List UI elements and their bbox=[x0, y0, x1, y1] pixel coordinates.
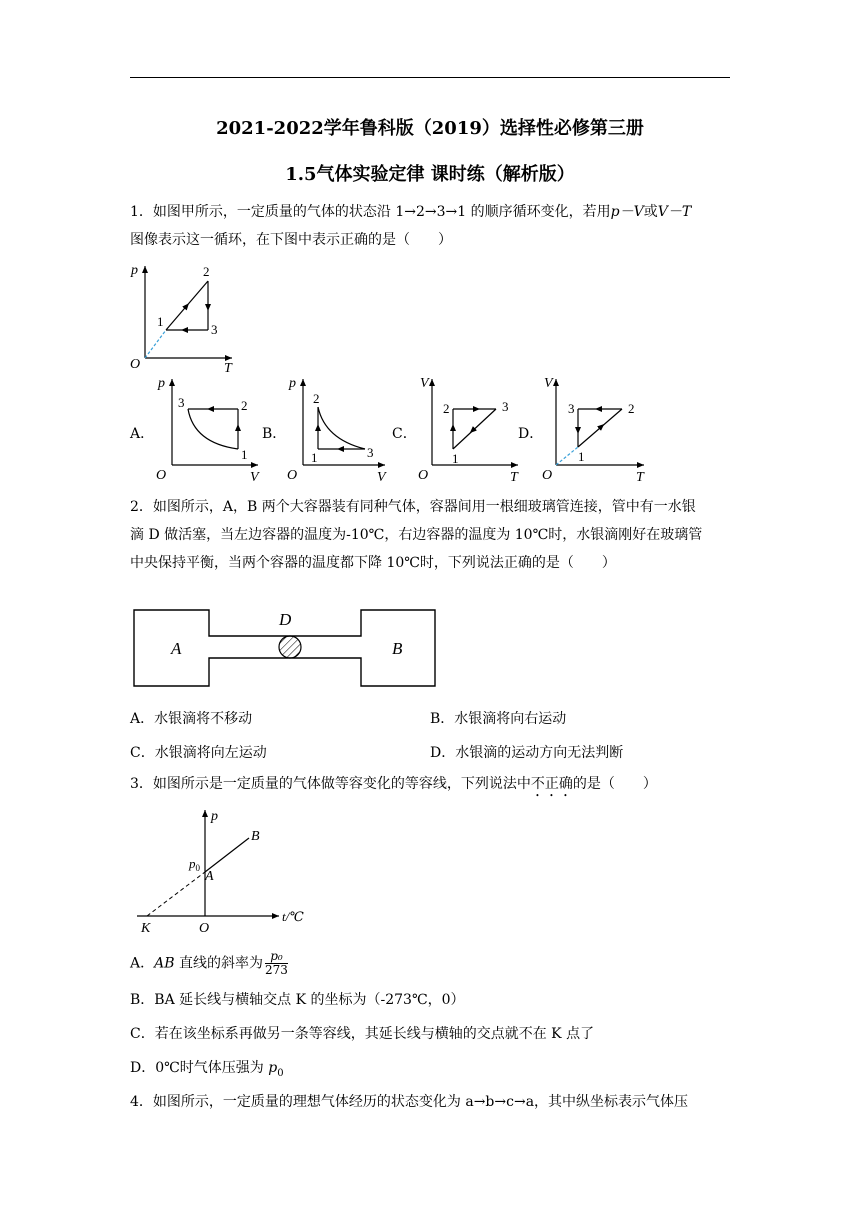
svg-text:A: A bbox=[205, 869, 214, 884]
q1-option-b-graph bbox=[285, 373, 390, 483]
svg-text:O: O bbox=[130, 357, 141, 372]
svg-text:2: 2 bbox=[203, 264, 210, 279]
q1-option-a-label[interactable]: A． bbox=[130, 426, 155, 442]
svg-text:2: 2 bbox=[443, 401, 450, 416]
q1-option-a-graph bbox=[154, 373, 264, 483]
svg-text:p0: $p_0$ bbox=[189, 856, 200, 873]
svg-text:O: O bbox=[418, 468, 429, 483]
q1-main-figure bbox=[128, 262, 238, 374]
svg-text:3: 3 bbox=[367, 445, 374, 460]
svg-text:1: 1 bbox=[157, 314, 164, 329]
svg-text:2: 2 bbox=[628, 401, 635, 416]
svg-text:3: 3 bbox=[502, 399, 509, 414]
svg-text:T: T bbox=[636, 470, 644, 483]
q3-option-b[interactable]: B．BA 延长线与横轴交点 K 的坐标为（-273℃，0） bbox=[130, 992, 465, 1008]
document-title: 2021-2022学年鲁科版（2019）选择性必修第三册 bbox=[216, 118, 644, 139]
question-2-text: 2．如图所示，A，B 两个大容器装有同种气体，容器间用一根细玻璃管连接，管中有一水银 滴 D 做活塞，当左边容器的温度为-10℃，右边容器的温度为 10℃时，水银滴刚好在玻璃管 中央保持平衡，当两个容器的温度都下降 10℃时，下列说法正确的是（ ） bbox=[130, 499, 703, 571]
svg-text:V: V bbox=[377, 470, 386, 483]
q1-option-d-label[interactable]: D． bbox=[518, 426, 544, 442]
svg-text:1: 1 bbox=[311, 450, 318, 465]
q2-container-figure bbox=[133, 606, 439, 690]
question-4-text: 4．如图所示，一定质量的理想气体经历的状态变化为 a→b→c→a，其中纵坐标表示气体压 bbox=[130, 1094, 689, 1110]
q2-option-c[interactable]: C．水银滴将向左运动 bbox=[130, 745, 267, 761]
question-3-text: 3．如图所示是一定质量的气体做等容变化的等容线，下列说法中不正确的是（ ） bbox=[130, 776, 657, 792]
q3-option-a[interactable]: A．AB 直线的斜率为 $\frac{\text{p₀}}{273}$ bbox=[130, 949, 288, 977]
svg-text:O: O bbox=[199, 921, 210, 934]
q2-option-a[interactable]: A．水银滴将不移动 bbox=[130, 711, 253, 727]
svg-text:K: K bbox=[141, 921, 151, 934]
svg-text:3: 3 bbox=[568, 401, 575, 416]
svg-text:B: B bbox=[392, 639, 403, 658]
svg-text:O: O bbox=[287, 468, 298, 483]
svg-text:p: p bbox=[289, 376, 296, 391]
q2-option-b[interactable]: B．水银滴将向右运动 bbox=[430, 711, 567, 727]
svg-text:O: O bbox=[156, 468, 167, 483]
q1-option-c-label[interactable]: C． bbox=[392, 426, 417, 442]
q1-option-b-label[interactable]: B． bbox=[262, 426, 287, 442]
svg-text:1: 1 bbox=[578, 449, 585, 464]
svg-text:T: T bbox=[224, 361, 232, 374]
svg-text:O: O bbox=[542, 468, 553, 483]
document-subtitle: 1.5气体实验定律 课时练（解析版） bbox=[285, 164, 575, 185]
svg-text:2: 2 bbox=[313, 391, 320, 406]
q3-option-d[interactable]: D．0℃时气体压强为 $p_0$ bbox=[130, 1060, 284, 1079]
svg-text:1: 1 bbox=[241, 447, 248, 462]
svg-text:V: V bbox=[420, 376, 429, 391]
svg-text:p: p bbox=[211, 809, 218, 824]
q3-option-c[interactable]: C．若在该坐标系再做另一条等容线，其延长线与横轴的交点就不在 K 点了 bbox=[130, 1026, 595, 1042]
svg-text:D: D bbox=[279, 610, 292, 629]
svg-text:A: A bbox=[171, 639, 182, 658]
svg-text:2: 2 bbox=[241, 398, 248, 413]
q1-option-c-graph bbox=[416, 373, 522, 483]
svg-text:V: V bbox=[250, 470, 259, 483]
svg-text:p: p bbox=[158, 376, 165, 391]
svg-text:t/℃: t/℃ bbox=[282, 909, 304, 924]
q1-option-d-graph bbox=[540, 373, 648, 483]
q2-option-d[interactable]: D．水银滴的运动方向无法判断 bbox=[430, 745, 624, 761]
svg-text:B: B bbox=[251, 829, 260, 844]
svg-text:1: 1 bbox=[452, 451, 459, 466]
svg-text:V: V bbox=[544, 376, 553, 391]
svg-text:3: 3 bbox=[211, 322, 218, 337]
q3-isochore-graph bbox=[133, 804, 313, 934]
question-1-text: 1．如图甲所示，一定质量的气体的状态沿 1→2→3→1 的顺序循环变化，若用p－V或V－T 图像表示这一循环，在下图中表示正确的是（ ） bbox=[130, 204, 692, 248]
svg-text:T: T bbox=[510, 470, 518, 483]
header-rule bbox=[130, 77, 730, 78]
svg-text:p: p bbox=[131, 263, 138, 278]
svg-text:3: 3 bbox=[178, 395, 185, 410]
